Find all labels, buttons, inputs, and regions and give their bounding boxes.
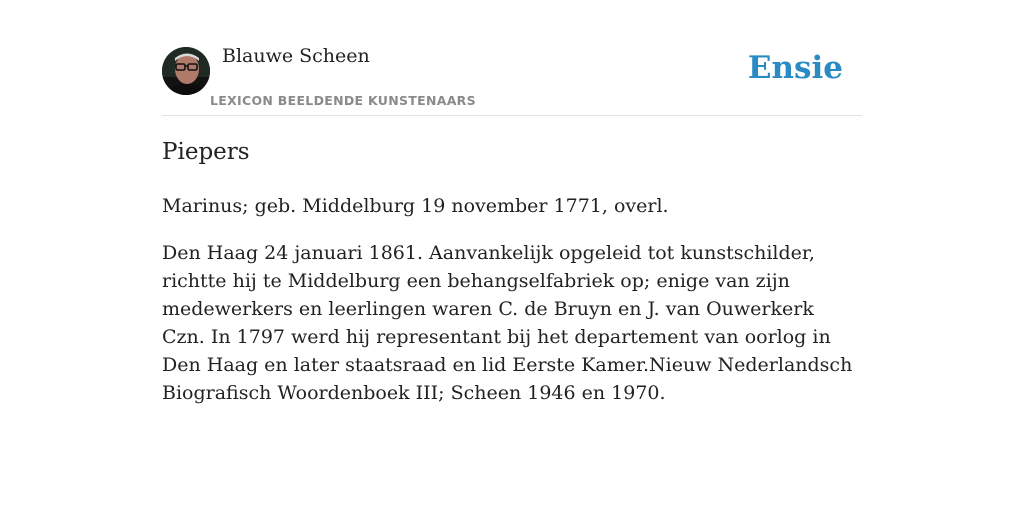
article-paragraph-1: Marinus; geb. Middelburg 19 november 1771, overl. [162, 195, 669, 217]
header [162, 0, 862, 116]
article-paragraph-2: Den Haag 24 januari 1861. Aanvankelijk opgeleid tot kunstschilder, richtte hij te Middelburg een behangselfabriek op; enige van zijn medewerkers en leerlingen waren C. de Bruyn en J. van Ouwerkerk Czn. In 1797 werd hij representant bij het departement van oorlog in Den Haag en later staatsraad en lid Eerste Kamer.Nieuw Nederlandsch Biografisch Woordenboek III; Scheen 1946 en 1970. [162, 242, 853, 404]
author-name[interactable]: Blauwe Scheen [222, 45, 370, 67]
ensie-logo[interactable]: Ensie [747, 50, 843, 86]
author-photo [162, 47, 210, 95]
article-title: Piepers [162, 139, 250, 165]
content-container [162, 0, 862, 404]
category-label[interactable]: LEXICON BEELDENDE KUNSTENAARS [210, 93, 476, 108]
author-avatar[interactable] [162, 47, 210, 95]
